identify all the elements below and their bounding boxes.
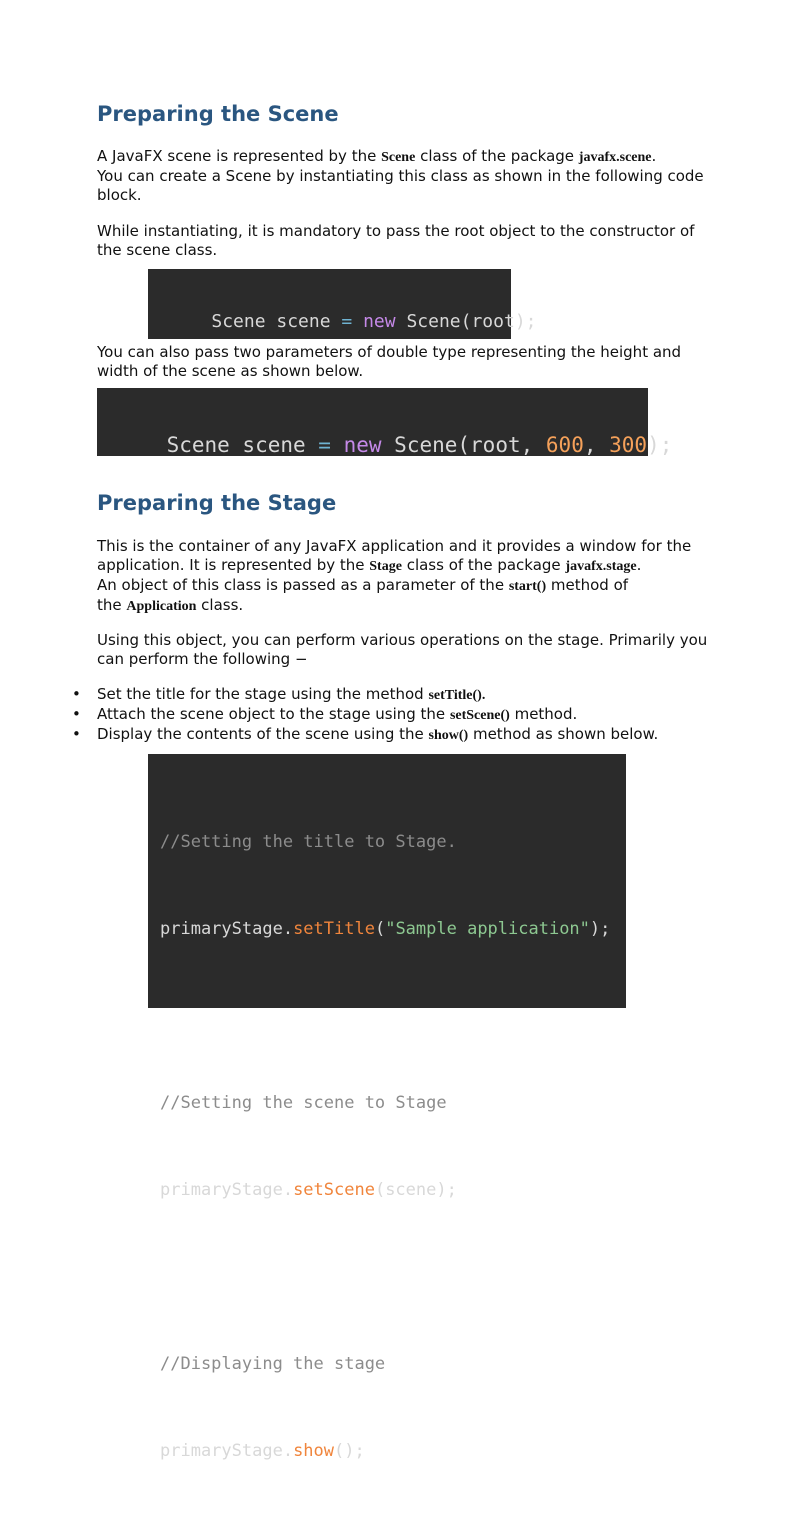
- stage-intro-paragraph: This is the container of any JavaFX application and it provides a window for the application. It is represented by the Stage class of the package javafx.stage. An object of this class is passed as a parameter of the start() method of the Application class.: [97, 537, 692, 614]
- code-block-stage-setup: //Setting the title to Stage. primaryStage.setTitle("Sample application"); //Setting the scene to Stage primaryStage.setScene(scene); //Displaying the stage primaryStage.show();: [148, 754, 626, 1008]
- section-heading-scene: Preparing the Scene: [97, 102, 339, 126]
- section-heading-stage: Preparing the Stage: [97, 491, 337, 515]
- package-name-javafx-scene: javafx.scene: [578, 150, 652, 165]
- list-item: • Display the contents of the scene using the show() method as shown below.: [97, 725, 717, 745]
- stage-operations-paragraph: Using this object, you can perform various operations on the stage. Primarily you can perform the following −: [97, 631, 708, 668]
- code-block-scene-basic: Scene scene = new Scene(root);: [148, 269, 511, 339]
- class-name-stage: Stage: [369, 559, 402, 574]
- package-name-javafx-stage: javafx.stage: [565, 559, 637, 574]
- list-item: • Set the title for the stage using the method setTitle().: [97, 685, 717, 705]
- scene-constructor-paragraph: While instantiating, it is mandatory to pass the root object to the constructor of the scene class.: [97, 222, 695, 259]
- method-name-start: start(): [508, 579, 547, 594]
- class-name-scene: Scene: [381, 150, 416, 165]
- class-name-application: Application: [126, 599, 197, 614]
- list-item: • Attach the scene object to the stage using the setScene() method.: [97, 705, 717, 725]
- stage-operations-list: [97, 685, 717, 745]
- scene-size-paragraph: You can also pass two parameters of double type representing the height and width of the scene as shown below.: [97, 343, 682, 380]
- scene-intro-paragraph: A JavaFX scene is represented by the Scene class of the package javafx.scene. You can create a Scene by instantiating this class as shown in the following code block.: [97, 147, 704, 204]
- code-block-scene-size: Scene scene = new Scene(root, 600, 300);: [97, 388, 648, 456]
